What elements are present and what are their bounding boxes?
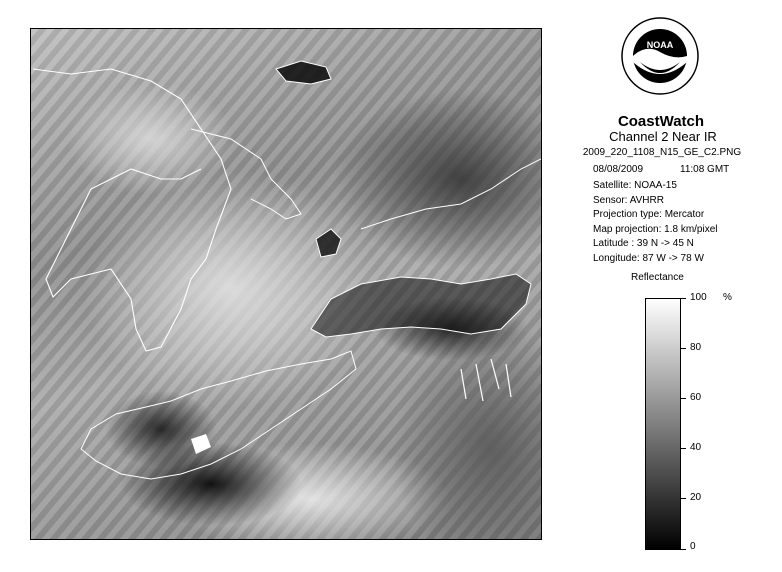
brand-title: CoastWatch (617, 113, 705, 130)
shoreline-lake-ontario (311, 274, 531, 337)
noaa-logo-text: NOAA (646, 40, 674, 50)
satellite-info: Satellite: NOAA-15 (593, 180, 677, 191)
projection-type: Projection type: Mercator (593, 209, 705, 220)
shoreline-northern-lake (276, 61, 331, 84)
colorbar-tick-label: 20 (690, 492, 702, 503)
colorbar-tick (680, 448, 686, 449)
satellite-image (30, 28, 542, 540)
longitude-range: Longitude: 87 W -> 78 W (593, 253, 704, 264)
colorbar-tick (680, 298, 686, 299)
acquisition-time: 11:08 GMT (680, 164, 730, 175)
coastline-overlay (31, 29, 542, 540)
river-st-lawrence (361, 159, 541, 229)
colorbar-tick-label: 40 (690, 442, 702, 453)
colorbar-tick-label: 100 (690, 292, 707, 303)
shoreline-lake-simcoe (316, 229, 341, 257)
shoreline-lake-erie (81, 351, 356, 479)
map-projection: Map projection: 1.8 km/pixel (593, 224, 718, 235)
sensor-info: Sensor: AVHRR (593, 195, 664, 206)
shoreline-georgian-bay (191, 129, 301, 219)
colorbar-tick (680, 398, 686, 399)
filename: 2009_220_1108_N15_GE_C2.PNG (582, 147, 742, 158)
channel-label: Channel 2 Near IR (609, 129, 717, 144)
acquisition-date: 08/08/2009 (593, 164, 644, 175)
shoreline-lake-huron (33, 69, 231, 351)
colorbar-tick (680, 348, 686, 349)
cloud-patch (191, 434, 211, 454)
finger-lakes (461, 359, 511, 401)
colorbar-unit: % (723, 292, 732, 303)
colorbar-tick-label: 80 (690, 342, 702, 353)
colorbar-tick-label: 0 (690, 541, 696, 552)
colorbar-tick (680, 498, 686, 499)
colorbar (645, 298, 681, 550)
latitude-range: Latitude : 39 N -> 45 N (593, 238, 694, 249)
colorbar-title: Reflectance (631, 272, 684, 283)
colorbar-tick-label: 60 (690, 392, 702, 403)
colorbar-tick (680, 549, 686, 550)
noaa-logo (620, 16, 700, 96)
